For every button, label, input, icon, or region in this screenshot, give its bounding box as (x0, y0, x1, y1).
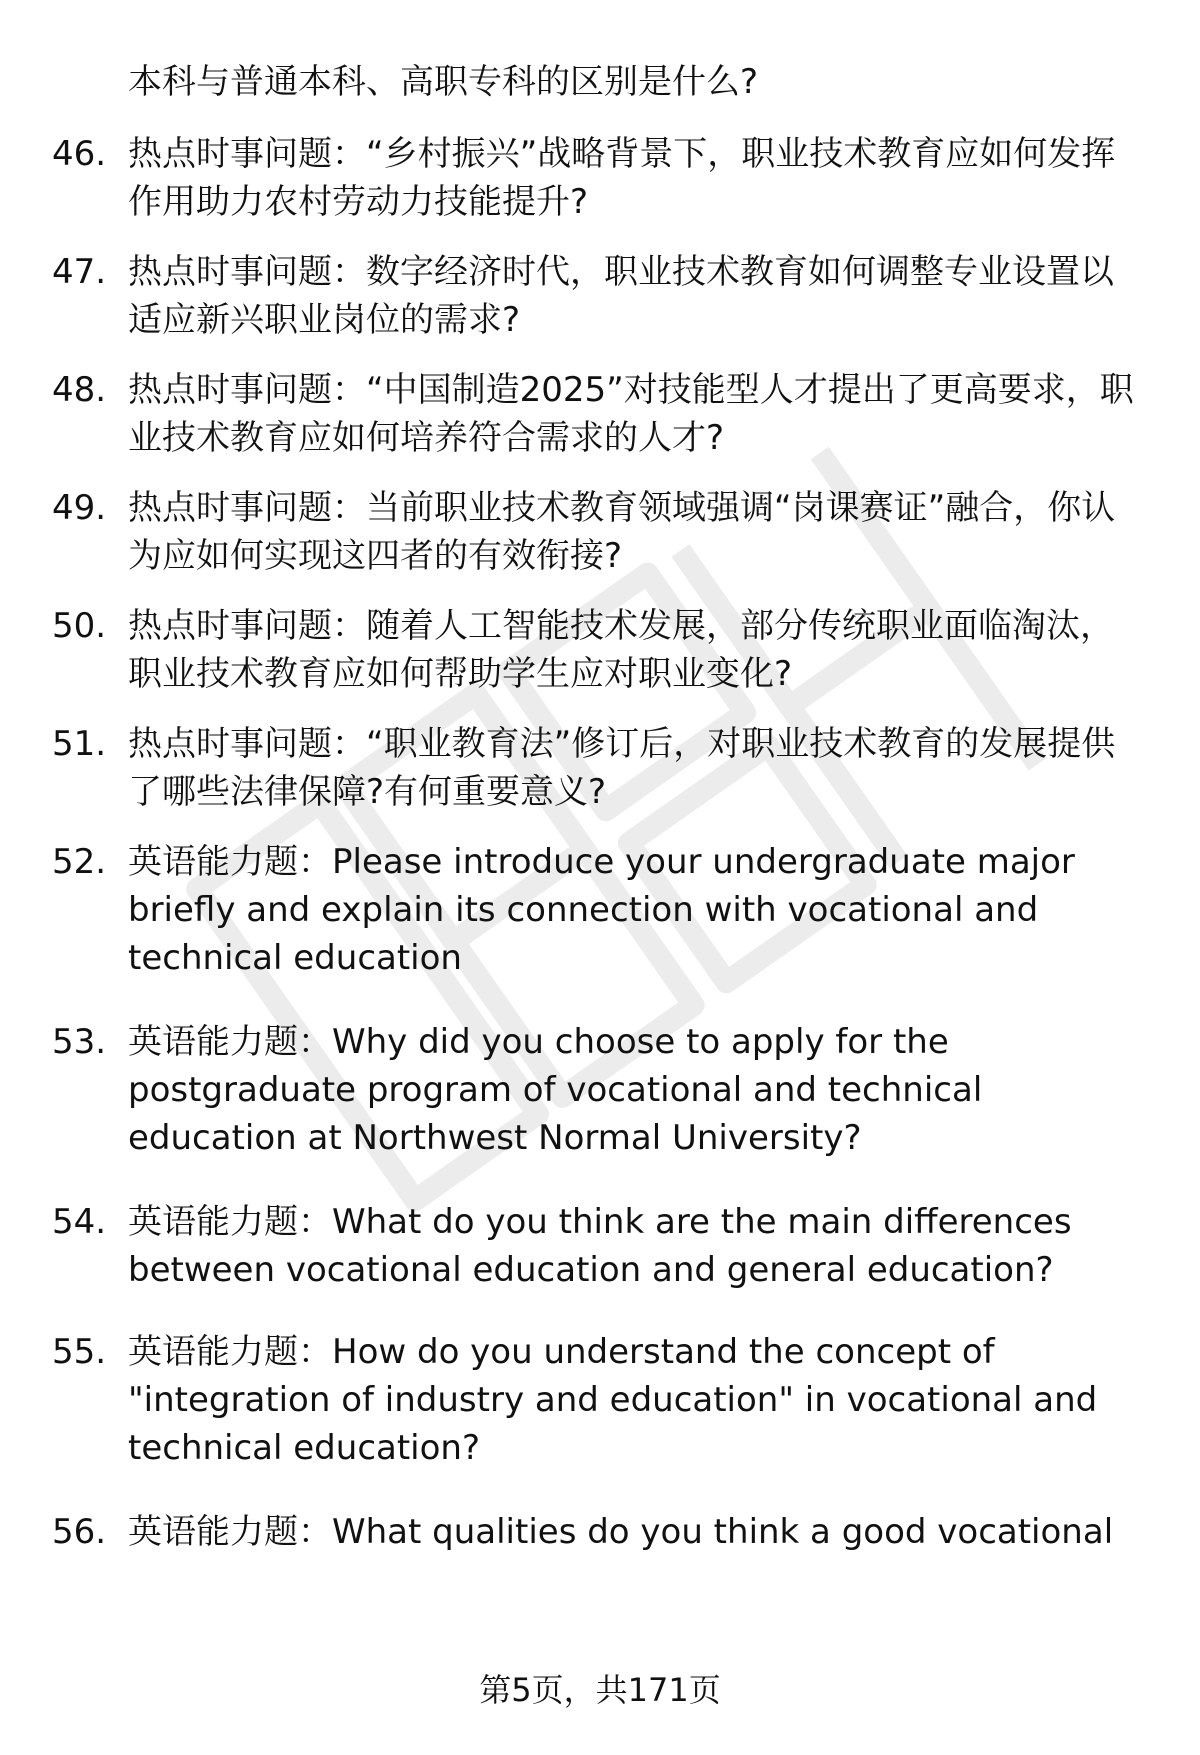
question-text: 英语能力题：What do you think are the main differences between vocational education and general education? (128, 1202, 1072, 1290)
question-text: 热点时事问题：“中国制造2025”对技能型人才提出了更高要求，职业技术教育应如何培养符合需求的人才? (128, 370, 1134, 458)
question-number: 47. (52, 252, 107, 292)
question-number: 51. (52, 724, 107, 764)
question-number: 49. (52, 488, 107, 528)
question-text: 热点时事问题：数字经济时代，职业技术教育如何调整专业设置以适应新兴职业岗位的需求? (128, 252, 1114, 340)
question-text: 英语能力题：Please introduce your undergraduate major briefly and explain its connection with vocational and technical education (128, 842, 1075, 978)
question-number: 55. (52, 1332, 107, 1372)
question-number: 48. (52, 370, 107, 410)
question-text: 热点时事问题：当前职业技术教育领域强调“岗课赛证”融合，你认为应如何实现这四者的有效衔接? (128, 488, 1116, 576)
question-text: 热点时事问题：“职业教育法”修订后，对职业技术教育的发展提供了哪些法律保障?有何重要意义? (128, 724, 1116, 812)
question-number: 50. (52, 606, 107, 646)
question-number: 56. (52, 1512, 107, 1552)
question-text: 热点时事问题：“乡村振兴”战略背景下，职业技术教育应如何发挥作用助力农村劳动力技能提升? (128, 134, 1116, 222)
question-number: 53. (52, 1022, 107, 1062)
question-text: 英语能力题：How do you understand the concept of "integration of industry and education" in vocational and technical education? (128, 1332, 1098, 1468)
question-text: 英语能力题：Why did you choose to apply for the postgraduate program of vocational and technical education at Northwest Normal University? (128, 1022, 983, 1158)
question-number: 52. (52, 842, 107, 882)
question-number: 46. (52, 134, 107, 174)
question-number: 54. (52, 1202, 107, 1242)
page-number-footer: 第5页，共171页 (479, 1671, 721, 1709)
continuation-text: 本科与普通本科、高职专科的区别是什么? (128, 62, 759, 102)
question-text: 热点时事问题：随着人工智能技术发展，部分传统职业面临淘汰，职业技术教育应如何帮助学生应对职业变化? (128, 606, 1114, 694)
question-text: 英语能力题：What qualities do you think a good vocational (128, 1512, 1114, 1552)
